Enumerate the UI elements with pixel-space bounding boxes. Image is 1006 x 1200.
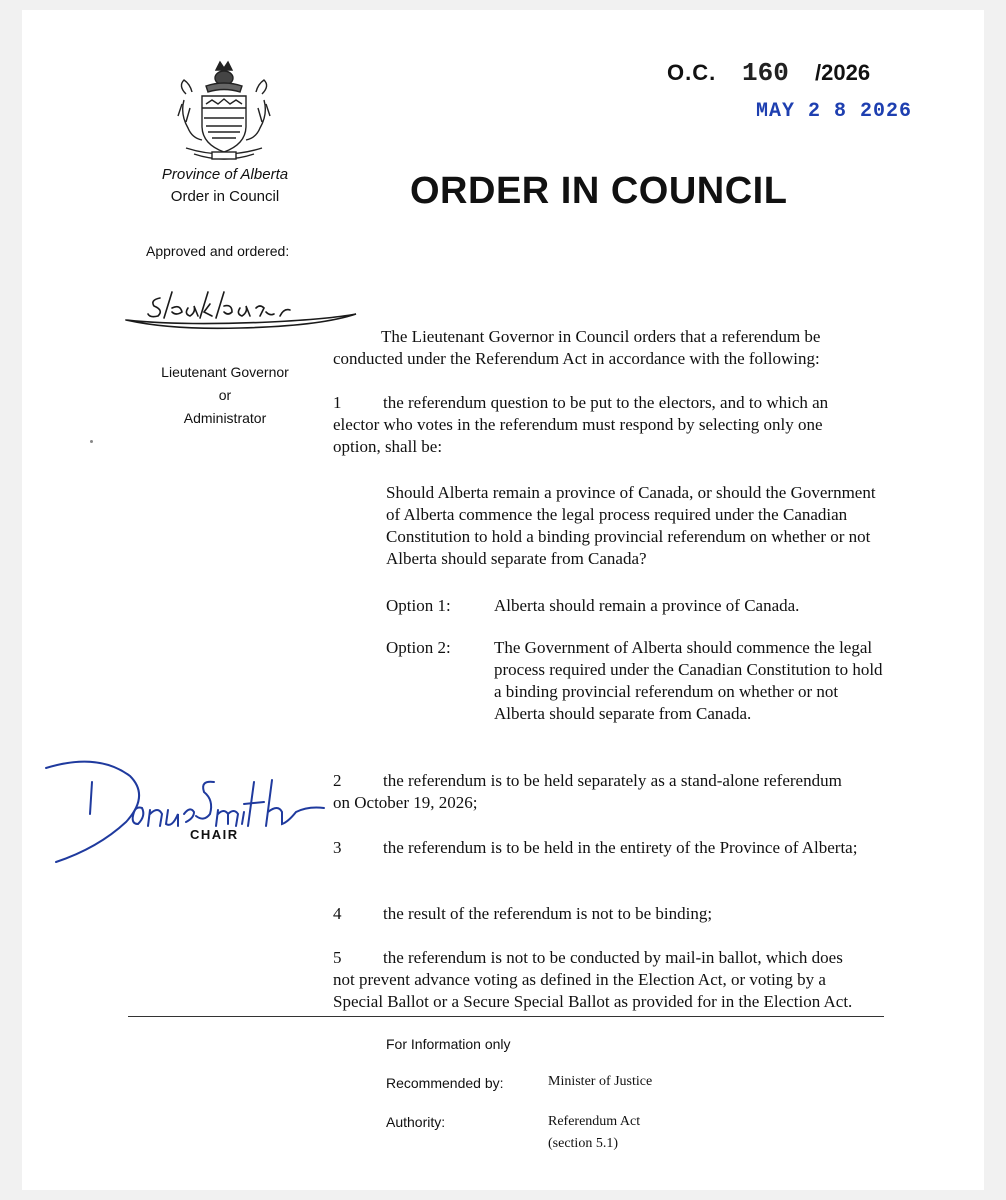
signatory-line-1: Lieutenant Governor [161,364,289,380]
for-information-label: For Information only [386,1036,511,1052]
authority-section: (section 5.1) [548,1136,618,1151]
item-1 [333,392,863,458]
oc-year: /2026 [815,60,871,85]
item-number: 3 [333,838,342,857]
authority-label: Authority: [386,1114,446,1130]
divider-rule [128,1016,884,1017]
referendum-question: Should Alberta remain a province of Canada, or should the Government of Alberta commence the legal process required under the Canadian Constitution to hold a binding provincial referendum on whether or not Alberta should separate from Canada? [386,483,876,568]
item-text: the referendum is to be held in the entirety of the Province of Alberta; [383,838,858,857]
oc-number: 160 [742,58,789,88]
signatory-line-3: Administrator [183,410,267,426]
item-text: the referendum question to be put to the electors, and to which an elector who votes in the referendum must respond by selecting only one option, shall be: [333,393,829,456]
item-number: 2 [333,771,342,790]
oc-label: O.C. [667,60,717,85]
option-2-text: The Government of Alberta should commence the legal process required under the Canadian Constitution to hold a binding provincial referendum on whether or not Alberta should separate from Canada. [494,638,883,723]
province-name: Province of Alberta [161,166,289,183]
item-text: the referendum is to be held separately as a stand-alone referendum on October 19, 2026; [333,771,842,812]
page-frame-left [0,0,22,1200]
item-4 [333,903,863,925]
date-stamp: MAY 2 8 2026 [756,100,913,123]
option-2-label: Option 2: [386,638,451,657]
option-1-text: Alberta should remain a province of Canada. [494,596,800,615]
signatory-line-2: or [218,387,232,403]
approved-label: Approved and ordered: [146,243,290,259]
page-frame-bottom [0,1190,1006,1200]
item-number: 5 [333,948,342,967]
recommended-by-value: Minister of Justice [548,1074,653,1089]
province-subtitle: Order in Council [170,188,280,205]
item-number: 4 [333,904,342,923]
recommended-by-label: Recommended by: [386,1075,504,1091]
page-frame-top [0,0,1006,10]
lieutenant-governor-signature [120,286,360,334]
alberta-coat-of-arms-emblem [172,56,276,164]
option-1-label: Option 1: [386,596,451,615]
item-number: 1 [333,393,342,412]
item-5 [333,947,863,1013]
item-3 [333,837,863,859]
authority-value: Referendum Act [548,1114,641,1129]
chair-label: CHAIR [190,827,239,842]
page-frame-right [984,0,1006,1200]
item-text: the referendum is not to be conducted by mail-in ballot, which does not prevent advance voting as defined in the Election Act, or voting by a Special Ballot or a Secure Special Ballot as provided for in the Election Act. [333,948,853,1011]
item-2 [333,770,863,814]
document-title: ORDER IN COUNCIL [410,170,788,212]
intro-paragraph: The Lieutenant Governor in Council orders that a referendum be conducted under the Referendum Act in accordance with the following: [333,327,821,368]
chair-signature [38,752,328,870]
scan-speck [90,440,93,443]
item-text: the result of the referendum is not to be binding; [383,904,713,923]
